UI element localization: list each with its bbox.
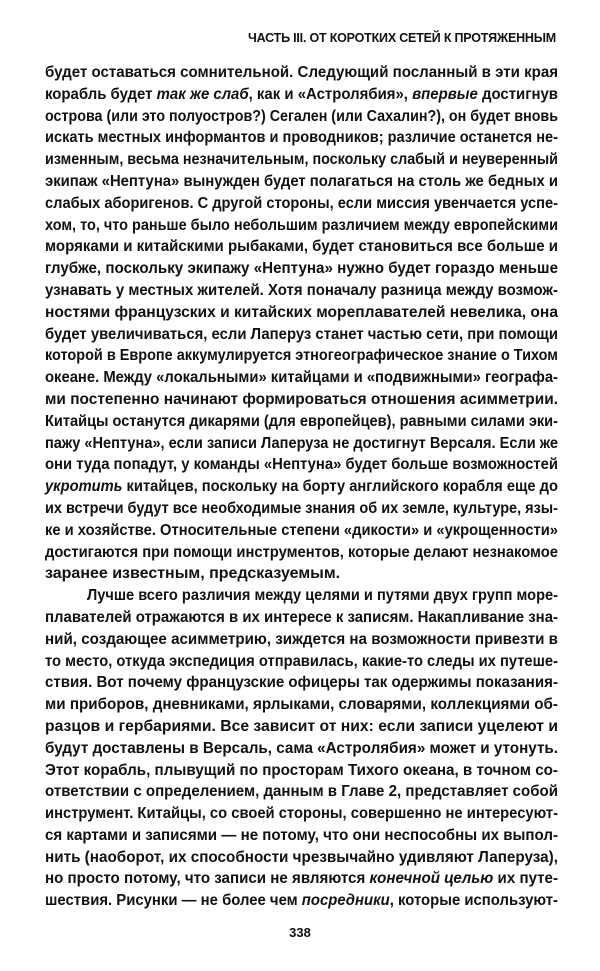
text-line (45, 847, 558, 869)
text-line (45, 411, 558, 433)
text-line (45, 324, 558, 346)
text-line (45, 433, 558, 455)
text-line (45, 345, 558, 367)
text-line (45, 149, 558, 171)
text-segment: которой в Европе аккумулируется этногеографическое знание о Тихом (45, 347, 558, 365)
text-line (45, 302, 558, 324)
text-segment: ся картами и записями — не потому, что они неспособны их выпол- (45, 826, 558, 844)
text-line (45, 215, 558, 237)
text-segment: ний, создающее асимметрию, зиждется на возможности привезти в (45, 630, 558, 648)
text-line (45, 520, 558, 542)
text-line (45, 236, 558, 258)
text-line (45, 193, 558, 215)
text-line (45, 171, 558, 193)
text-line (45, 106, 558, 128)
text-segment: будут доставлены в Версаль, сама «Астролябия» может и утонуть. (45, 739, 558, 757)
text-segment: они туда попадут, у команды «Нептуна» будет больше возможностей (45, 456, 558, 474)
text-segment: острова (или это полуостров?) Сегален (или Сахалин?), он будет вновь (45, 107, 558, 125)
text-segment: но просто потому, что записи не являются (45, 870, 370, 888)
text-line (45, 454, 558, 476)
text-segment: нить (наоборот, их способности чрезвычайно удивляют Лаперуза), (45, 848, 558, 866)
text-segment: ствия. Вот почему французские офицеры так одержимы показания- (45, 674, 558, 692)
text-line (45, 585, 558, 607)
text-segment: хом, то, что раньше было небольшим различием между европейскими (45, 216, 558, 234)
page-number: 338 (289, 925, 311, 940)
text-line (45, 890, 558, 912)
text-segment: ответствии с определением, данным в Главе 2, представляет собой (45, 783, 558, 801)
text-line (45, 629, 558, 651)
text-segment: , как и «Астролябия», (248, 85, 413, 103)
text-line (45, 651, 558, 673)
text-line (45, 476, 558, 498)
text-segment: искать местных информантов и проводников; различие останется не- (45, 129, 558, 147)
text-segment: будет оставаться сомнительной. Следующий посланный в эти края (45, 64, 558, 81)
text-segment: плавателей отражаются в их интересе к записям. Накапливание зна- (45, 608, 558, 626)
text-line (45, 803, 558, 825)
text-segment: пажу «Нептуна», если записи Лаперуза не достигнут Версаля. Если же (45, 434, 558, 452)
emphasis-text: укротить (45, 478, 123, 496)
text-segment: достигаются при помощи инструментов, которые делают незнакомое (45, 543, 558, 561)
text-segment: узнавать у местных жителей. Хотя поначалу разница между возмож- (45, 281, 558, 299)
text-segment: океане. Между «локальными» китайцами и «подвижными» географа- (45, 369, 558, 387)
text-segment: Лучше всего различия между целями и путями двух групп море- (87, 587, 558, 605)
text-segment: их встречи будут все необходимые знания об их земле, культуре, язы- (45, 499, 558, 517)
text-line (45, 738, 558, 760)
text-line (45, 389, 558, 411)
text-segment: ке и хозяйстве. Относительные степени «дикости» и «укрощенности» (45, 521, 558, 539)
text-segment: разцов и гербариями. Все зависит от них: если записи уцелеют и (45, 717, 558, 735)
text-line (45, 367, 558, 389)
text-line (45, 825, 558, 847)
text-segment: то место, откуда экспедиция отправилась, какие-то следы их путеше- (45, 652, 558, 670)
text-segment: корабль будет (45, 85, 157, 103)
text-segment: экипаж «Нептуна» вынужден будет полагаться на столь же бедных и (45, 172, 558, 190)
body-text (45, 62, 558, 912)
text-segment: изменным, весьма незначительным, поскольку слабый и неуверенный (45, 151, 558, 169)
text-segment: шествия. Рисунки — не более чем (45, 892, 302, 910)
text-segment: слабых аборигенов. С другой стороны, если миссия увенчается успе- (45, 194, 558, 212)
text-line (45, 498, 558, 520)
running-head: ЧАСТЬ III. ОТ КОРОТКИХ СЕТЕЙ К ПРОТЯЖЕННЫМ (248, 31, 556, 45)
text-segment: инструмент. Китайцы, со своей стороны, совершенно не интересуют- (45, 805, 558, 823)
text-line (45, 258, 558, 280)
text-line (45, 563, 558, 585)
emphasis-text: впервые (412, 85, 478, 103)
emphasis-text: конечной целью (369, 870, 494, 888)
text-line (45, 760, 558, 782)
text-segment: китайцев, поскольку на борту английского корабля еще до (122, 478, 558, 496)
text-line (45, 542, 558, 564)
text-segment: ми приборов, дневниками, ярлыками, словарями, коллекциями об- (45, 696, 558, 714)
text-line (45, 127, 558, 149)
text-line (45, 672, 558, 694)
text-segment: ностями французских и китайских мореплавателей невелика, она (45, 303, 558, 321)
text-line (45, 694, 558, 716)
text-segment: заранее известным, предсказуемым. (45, 565, 341, 583)
text-segment: ми постепенно начинают формироваться отношения асимметрии. (45, 390, 558, 408)
text-line (45, 280, 558, 302)
text-segment: их путе- (493, 870, 558, 888)
text-line (45, 868, 558, 890)
text-segment: Китайцы останутся дикарями (для европейцев), равными силами эки- (45, 412, 558, 430)
text-segment: , которые используют- (389, 892, 558, 910)
text-segment: достигнув (477, 85, 558, 103)
text-segment: будет увеличиваться, если Лаперуз станет частью сети, при помощи (45, 325, 558, 343)
text-segment: Этот корабль, плывущий по просторам Тихого океана, в точном со- (45, 761, 558, 779)
text-line (45, 781, 558, 803)
text-line (45, 607, 558, 629)
text-segment: глубже, поскольку экипажу «Нептуна» нужно будет гораздо меньше (45, 260, 558, 278)
emphasis-text: посредники (301, 892, 390, 910)
emphasis-text: так же слаб (156, 85, 249, 103)
text-line (45, 84, 558, 106)
text-segment: моряками и китайскими рыбаками, будет становиться все больше и (45, 238, 558, 256)
text-line (45, 62, 558, 84)
text-line (45, 716, 558, 738)
